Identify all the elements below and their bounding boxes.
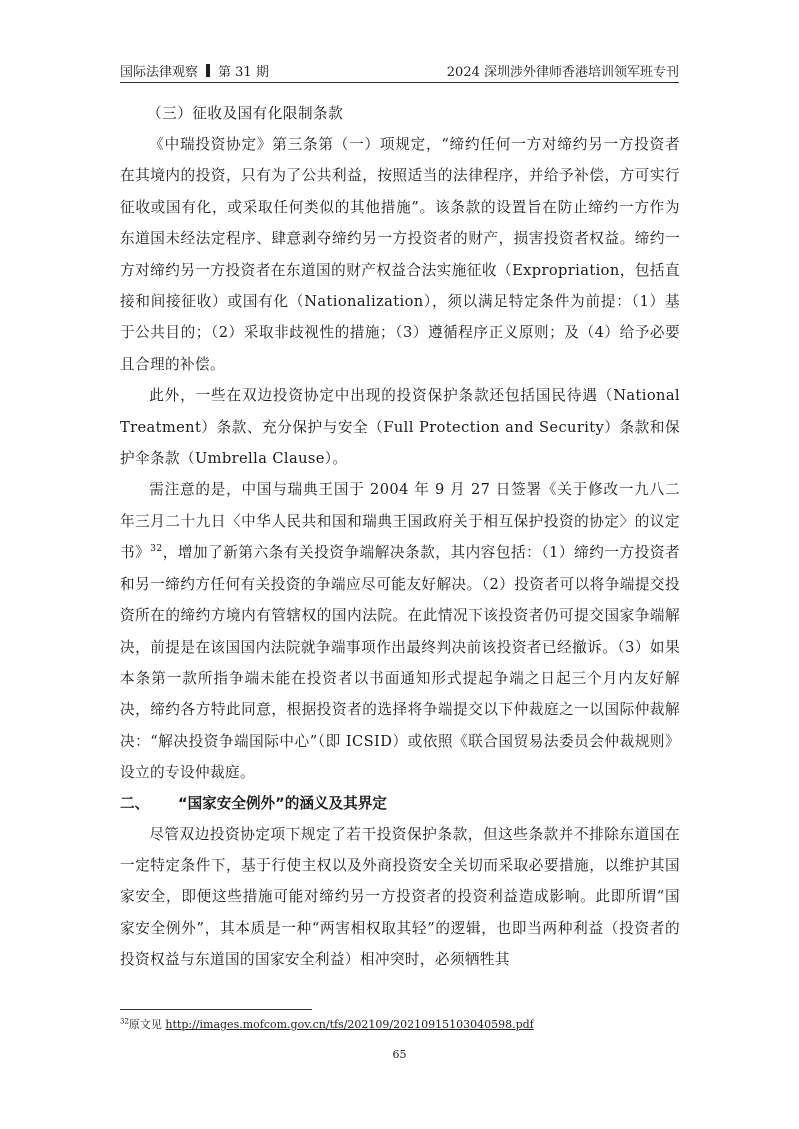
- paragraph-protocol: [120, 474, 680, 788]
- protocol-text-before: 需注意的是，中国与瑞典王国于 2004 年 9 月 27 日签署《关于修改一九八二年三月二十九日〈中华人民共和国和瑞典王国政府关于相互保护投资的协定〉的议定书》: [120, 481, 680, 562]
- section-number: 二、: [120, 794, 150, 812]
- special-issue-title: 2024 深圳涉外律师香港培训领军班专刊: [446, 65, 679, 80]
- footnote-link[interactable]: http://images.mofcom.gov.cn/tfs/202109/20210915103040598.pdf: [165, 1018, 534, 1031]
- footnote-ref-32[interactable]: 32: [150, 544, 163, 555]
- footnote-rule: [120, 1009, 312, 1010]
- page-number: 65: [392, 1048, 407, 1061]
- subheading-expropriation: （三）征收及国有化限制条款: [147, 105, 344, 122]
- article-body: [120, 98, 680, 976]
- paragraph-security-exception: 尽管双边投资协定项下规定了若干投资保护条款，但这些条款并不排除东道国在一定特定条件下，基于行使主权以及外商投资安全关切而采取必要措施，以维护其国家安全，即便这些措施可能对缔约另一方投资者的投资利益造成影响。此即所谓“国家安全例外”，其本质是一种“两害相权取其轻”的逻辑，也即当两种利益（投资者的投资权益与东道国的国家安全利益）相冲突时，必须牺牲其: [120, 825, 680, 969]
- issue-number: 第 31 期: [218, 65, 269, 80]
- header-left: [120, 61, 269, 80]
- section-title: “国家安全例外”的涵义及其界定: [178, 794, 387, 812]
- paragraph-expropriation: 《中瑞投资协定》第三条第（一）项规定，“缔约任何一方对缔约另一方投资者在其境内的投资，只有为了公共利益，按照适当的法律程序，并给予补偿，方可实行征收或国有化，或采取任何类似的其他措施”。该条款的设置旨在防止缔约一方作为东道国未经法定程序、肆意剥夺缔约另一方投资者的财产，损害投资者权益。缔约一方对缔约另一方投资者在东道国的财产权益合法实施征收（Expropriation，包括直接和间接征收）或国有化（Nationalization），须以满足特定条件为前提：（1）基于公共目的；（2）采取非歧视性的措施；（3）遵循程序正义原则；及（4）给予必要且合理的补偿。: [120, 136, 680, 373]
- header-separator-bar: [206, 64, 210, 77]
- footnote-number: 32: [120, 1017, 129, 1026]
- page-header: [120, 58, 679, 80]
- section-heading-2: [120, 789, 680, 819]
- footnote-prefix: 原文见: [128, 1018, 166, 1031]
- journal-name: 国际法律观察: [120, 65, 199, 80]
- paragraph-other-clauses: 此外，一些在双边投资协定中出现的投资保护条款还包括国民待遇（National Treatment）条款、充分保护与安全（Full Protection and Security）条款和保护伞条款（Umbrella Clause）。: [120, 387, 680, 468]
- header-rule: [120, 82, 679, 83]
- footnote-32: [120, 1016, 534, 1032]
- protocol-text-after: ，增加了新第六条有关投资争端解决条款，其内容包括：（1）缔约一方投资者和另一缔约方任何有关投资的争端应尽可能友好解决。（2）投资者可以将争端提交投资所在的缔约方境内有管辖权的国内法院。在此情况下该投资者仍可提交国家争端解决，前提是在该国国内法院就争端事项作出最终判决前该投资者已经撤诉。（3）如果本条第一款所指争端未能在投资者以书面通知形式提起争端之日起三个月内友好解决，缔约各方特此同意，根据投资者的选择将争端提交以下仲裁庭之一以国际仲裁解决：“解决投资争端国际中心”（即 ICSID）或依照《联合国贸易法委员会仲裁规则》设立的专设仲裁庭。: [120, 544, 680, 782]
